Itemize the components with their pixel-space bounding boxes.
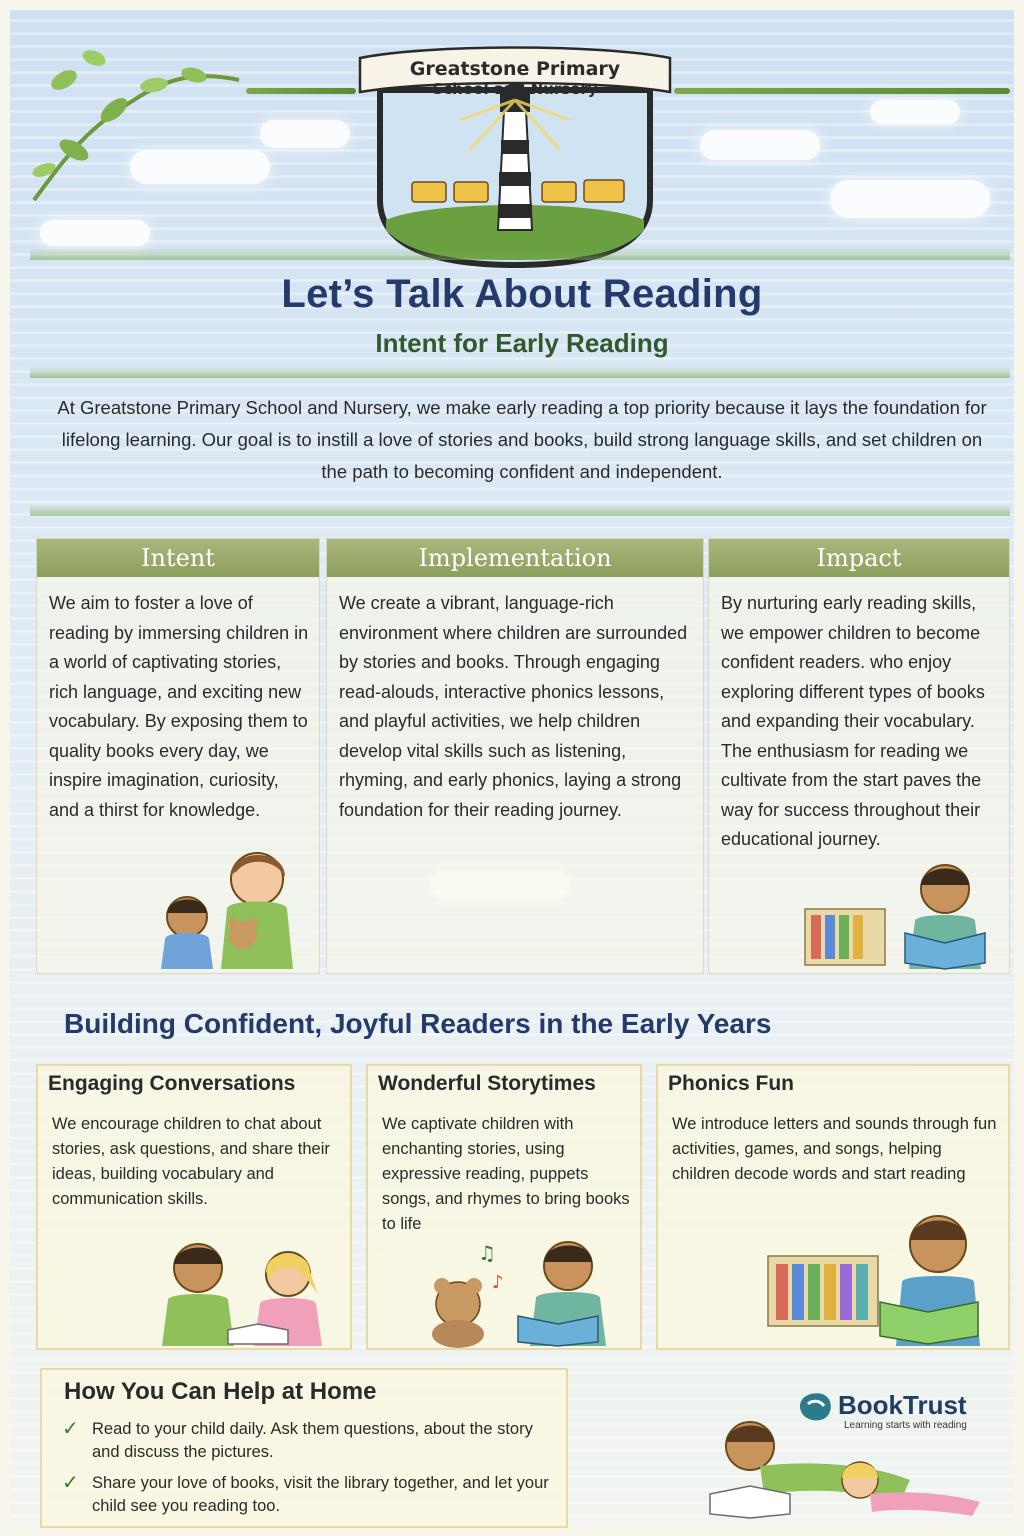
card-heading: Wonderful Storytimes xyxy=(378,1072,596,1095)
cloud xyxy=(830,180,990,218)
header-line-right xyxy=(674,88,1010,94)
vine-icon xyxy=(24,40,244,210)
cloud xyxy=(700,130,820,160)
card-heading: Phonics Fun xyxy=(668,1072,794,1095)
card-engaging-conversations xyxy=(36,1064,352,1350)
help-at-home-box xyxy=(40,1368,568,1528)
school-name xyxy=(350,54,680,98)
boy-storytime-icon xyxy=(418,1234,638,1346)
grass-divider xyxy=(30,504,1010,516)
help-item-text: Read to your child daily. Ask them questions, about the story and discuss the pictures. xyxy=(92,1420,533,1461)
column-text: By nurturing early reading skills, we empower children to become confident readers. who enjoy exploring different types of books and expanding their vocabulary. The enthusiasm for reading we cultivate from the start paves the way for success throughout their educational journey. xyxy=(721,593,985,849)
card-heading: Engaging Conversations xyxy=(48,1072,296,1095)
intro-paragraph: At Greatstone Primary School and Nursery, we make early reading a top priority because it lays the foundation for lifelong learning. Our goal is to instill a love of stories and books, build strong language skills, and set children on the path to becoming confident and independent. xyxy=(57,397,987,482)
children-lying-reading-icon xyxy=(690,1410,990,1520)
help-item-text: Share your love of books, visit the library together, and let your child see you reading too. xyxy=(92,1474,549,1515)
section-title: Building Confident, Joyful Readers in the Early Years xyxy=(64,1008,772,1039)
cloud xyxy=(40,220,150,246)
list-item xyxy=(62,1418,554,1464)
school-name-line1: Greatstone Primary xyxy=(409,58,621,80)
column-implementation xyxy=(326,538,704,974)
grass-divider xyxy=(30,366,1010,378)
card-phonics-fun xyxy=(656,1064,1010,1350)
school-name-line2: School and Nursery xyxy=(432,80,598,98)
column-text: We create a vibrant, language-rich environment where children are surrounded by stories and books. Through engaging read-alouds, interactive phonics lessons, and playful activities, we help children develop vital skills such as listening, rhyming, and early phonics, laying a strong foundation for their reading journey. xyxy=(339,593,688,820)
checkmark-icon: ✓ xyxy=(62,1418,79,1440)
checkmark-icon: ✓ xyxy=(62,1472,79,1494)
header-line-left xyxy=(246,88,356,94)
list-item xyxy=(62,1472,554,1518)
card-text: We captivate children with enchanting stories, using expressive reading, puppets songs, and rhymes to bring books to life xyxy=(382,1115,630,1233)
boy-phonics-icon xyxy=(768,1196,1008,1346)
help-list xyxy=(62,1418,554,1526)
column-text: We aim to foster a love of reading by immersing children in a world of captivating stories, rich language, and exciting new vocabulary. By exposing them to quality books every day, we inspire imagination, curiosity, and a thirst for knowledge. xyxy=(49,593,309,820)
column-heading: Intent xyxy=(37,539,319,577)
children-reading-icon xyxy=(147,839,327,969)
cloud xyxy=(260,120,350,148)
page-subtitle: Intent for Early Reading xyxy=(375,328,669,358)
music-note-icon: ♪ xyxy=(492,1272,504,1293)
column-impact xyxy=(708,538,1010,974)
cloud xyxy=(870,100,960,124)
card-text: We introduce letters and sounds through fun activities, games, and songs, helping children decode words and start reading xyxy=(672,1115,997,1183)
column-heading: Impact xyxy=(709,539,1009,577)
school-crest xyxy=(350,50,680,270)
boy-reading-icon xyxy=(805,859,1005,969)
card-wonderful-storytimes xyxy=(366,1064,642,1350)
column-intent xyxy=(36,538,320,974)
help-title: How You Can Help at Home xyxy=(64,1378,377,1405)
page-title: Let’s Talk About Reading xyxy=(281,272,763,316)
column-heading: Implementation xyxy=(327,539,703,577)
grass-divider xyxy=(30,248,1010,260)
card-text: We encourage children to chat about stories, ask questions, and share their ideas, building vocabulary and communication skills. xyxy=(52,1115,330,1208)
booktrust-name: BookTrust xyxy=(838,1390,967,1420)
children-talking-icon xyxy=(138,1234,348,1346)
booktrust-tagline: Learning starts with reading xyxy=(844,1420,967,1431)
music-note-icon: ♫ xyxy=(478,1241,496,1265)
